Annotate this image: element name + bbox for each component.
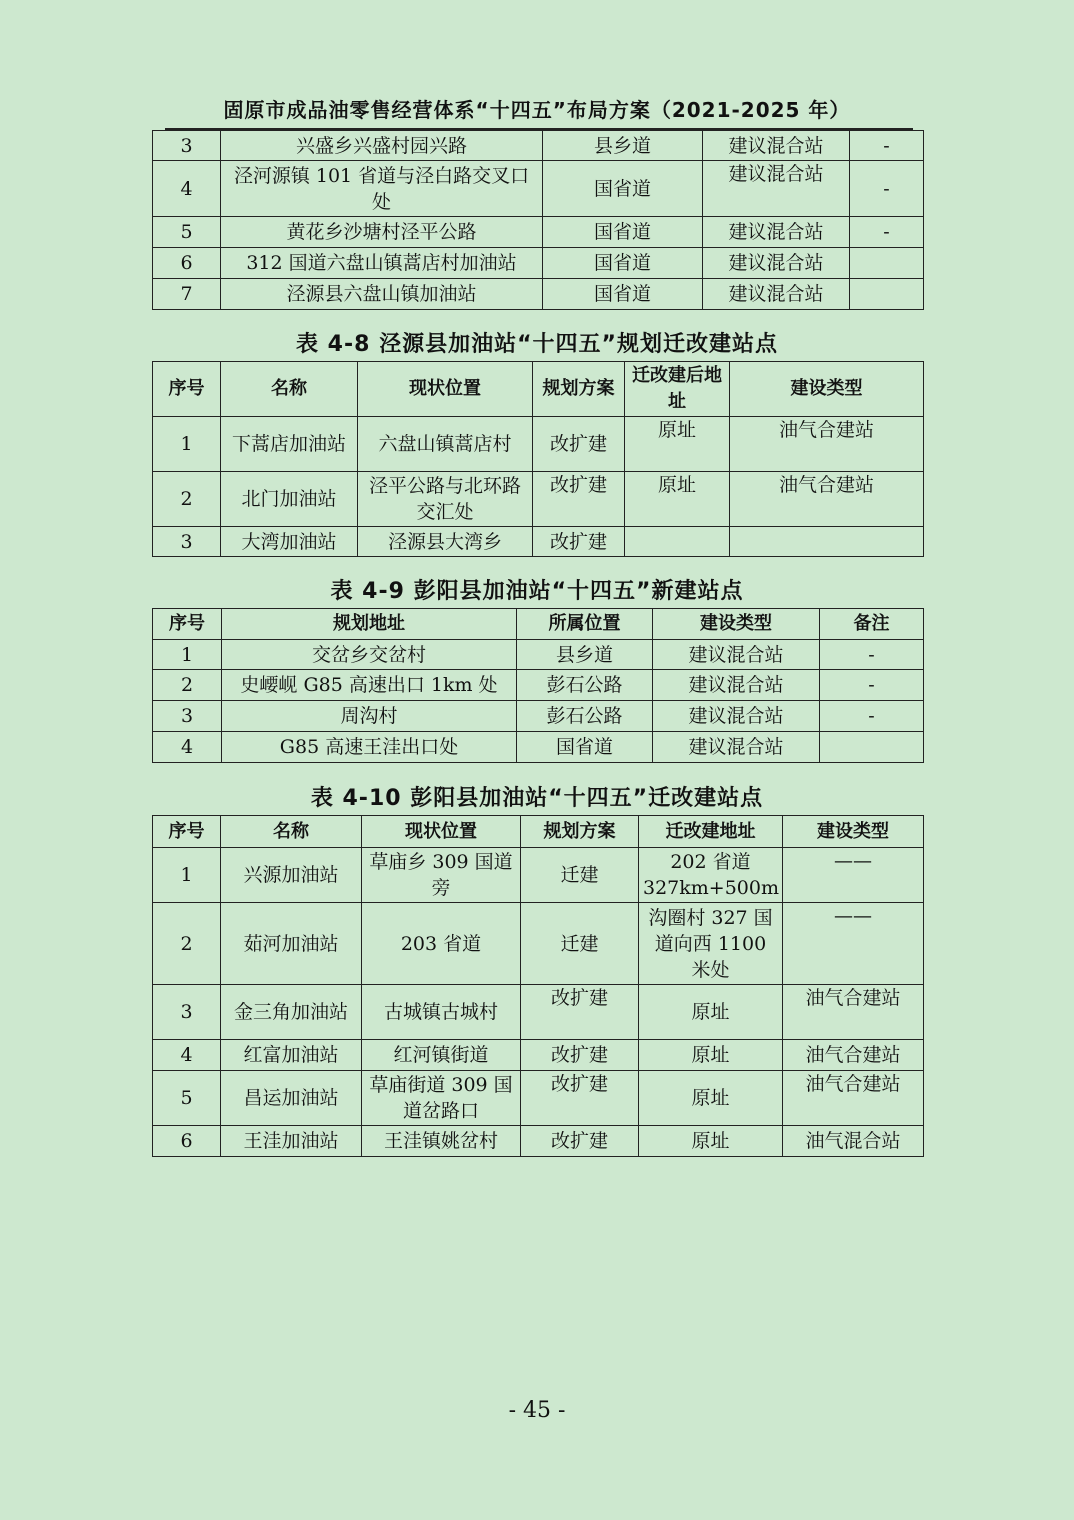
table-header-cell: 建设类型	[783, 816, 924, 848]
table-cell: 建议混合站	[703, 131, 850, 161]
table-cell: 3	[153, 985, 221, 1040]
table-cell: 3	[153, 527, 221, 557]
table-row	[153, 848, 924, 903]
table-cell: 6	[153, 1126, 221, 1157]
table-cell: 建议混合站	[703, 279, 850, 310]
table-cell: 4	[153, 1040, 221, 1071]
table-header-cell: 规划方案	[533, 362, 625, 417]
table-cell: 国省道	[543, 217, 703, 248]
table-header-cell: 建设类型	[730, 362, 924, 417]
page-header: 固原市成品油零售经营体系“十四五”布局方案（2021-2025 年）	[223, 98, 851, 122]
table-caption: 表 4-9 彭阳县加油站“十四五”新建站点	[330, 579, 744, 604]
table-header-cell: 序号	[153, 816, 221, 848]
table-cell: 国省道	[543, 279, 703, 310]
table-cell: -	[850, 131, 924, 161]
table-row	[153, 903, 924, 985]
table-cell: -	[820, 701, 924, 732]
table-caption: 表 4-10 彭阳县加油站“十四五”迁改建站点	[310, 786, 764, 811]
table-row	[153, 161, 924, 217]
table-header-cell: 建设类型	[653, 609, 820, 640]
table-row	[153, 527, 924, 557]
table-cell: 7	[153, 279, 221, 310]
table-cell: 建议混合站	[653, 701, 820, 732]
table-header-row	[153, 609, 924, 640]
page-number: - 45 -	[508, 1398, 566, 1423]
table-cell: 建议混合站	[703, 217, 850, 248]
table-cell: 油气合建站	[730, 472, 924, 527]
table-cell: 4	[153, 161, 221, 217]
table-4-10	[152, 815, 924, 1157]
table-cell: 4	[153, 732, 222, 763]
table-cell: 古城镇古城村	[362, 985, 521, 1040]
table-header-row	[153, 816, 924, 848]
table-cell: 国省道	[543, 161, 703, 217]
table-row	[153, 472, 924, 527]
table-cell: 3	[153, 131, 221, 161]
table-cell: 黄花乡沙塘村泾平公路	[221, 217, 543, 248]
table-header-cell: 现状位置	[358, 362, 533, 417]
table-cell: -	[850, 161, 924, 217]
table-row	[153, 701, 924, 732]
table-cell: 兴源加油站	[221, 848, 362, 903]
table-cell: 建议混合站	[653, 670, 820, 701]
table-header-cell: 名称	[221, 362, 358, 417]
table-cell: 1	[153, 640, 222, 670]
table-cell: 王洼加油站	[221, 1126, 362, 1157]
table-cell: 昌运加油站	[221, 1071, 362, 1126]
table-cell: 沟圈村 327 国道向西 1100 米处	[639, 903, 783, 985]
table-cell	[850, 248, 924, 279]
table-cell: ——	[783, 848, 924, 903]
table-cell: 油气混合站	[783, 1126, 924, 1157]
table-row	[153, 1040, 924, 1071]
table-cell: 改扩建	[533, 527, 625, 557]
table-cell: -	[820, 640, 924, 670]
table-cell: 原址	[639, 1040, 783, 1071]
table-header-cell: 备注	[820, 609, 924, 640]
table-cell: 202 省道 327km+500m	[639, 848, 783, 903]
table-row	[153, 131, 924, 161]
table-cell: 改扩建	[533, 472, 625, 527]
table-header-cell: 名称	[221, 816, 362, 848]
table-cell: 建议混合站	[653, 640, 820, 670]
table-cell: 油气合建站	[783, 985, 924, 1040]
table-cell: 史崾岘 G85 高速出口 1km 处	[222, 670, 517, 701]
table-cell: 王洼镇姚岔村	[362, 1126, 521, 1157]
table-cell: 油气合建站	[783, 1071, 924, 1126]
table-row	[153, 985, 924, 1040]
table-header-cell: 规划地址	[222, 609, 517, 640]
table-header-cell: 序号	[153, 609, 222, 640]
table-4-8	[152, 361, 924, 557]
table-cell: 下蒿店加油站	[221, 417, 358, 472]
table-row	[153, 670, 924, 701]
table-cell: 国省道	[517, 732, 653, 763]
table-cell: 原址	[625, 472, 730, 527]
table-header-cell: 所属位置	[517, 609, 653, 640]
table-row	[153, 248, 924, 279]
table-cell: 兴盛乡兴盛村园兴路	[221, 131, 543, 161]
table-row	[153, 217, 924, 248]
table-cell: 泾平公路与北环路交汇处	[358, 472, 533, 527]
table-cell: 迁建	[521, 848, 639, 903]
table-cell: 2	[153, 472, 221, 527]
table-cell: 6	[153, 248, 221, 279]
table-cell: 泾源县大湾乡	[358, 527, 533, 557]
table-cell: 203 省道	[362, 903, 521, 985]
table-header-cell: 规划方案	[521, 816, 639, 848]
table-cell	[820, 732, 924, 763]
table-cell: 迁建	[521, 903, 639, 985]
table-cell: 改扩建	[521, 1040, 639, 1071]
table-4-9	[152, 608, 924, 763]
table-cell: 六盘山镇蒿店村	[358, 417, 533, 472]
table-cell: 改扩建	[521, 1126, 639, 1157]
table-row	[153, 732, 924, 763]
table-cell: 油气合建站	[730, 417, 924, 472]
table-cell: 原址	[639, 1126, 783, 1157]
table-cell: 改扩建	[521, 1071, 639, 1126]
table-caption: 表 4-8 泾源县加油站“十四五”规划迁改建站点	[296, 332, 778, 357]
table-cell: 县乡道	[517, 640, 653, 670]
table-cell: 彭石公路	[517, 701, 653, 732]
table-row	[153, 1071, 924, 1126]
table-cell: 北门加油站	[221, 472, 358, 527]
table-cell: -	[850, 217, 924, 248]
table-row	[153, 1126, 924, 1157]
table-cell: 建议混合站	[703, 248, 850, 279]
table-cell: 交岔乡交岔村	[222, 640, 517, 670]
table-header-cell: 迁改建后地址	[625, 362, 730, 417]
table-cell: 茹河加油站	[221, 903, 362, 985]
table-header-row	[153, 362, 924, 417]
table-cell: 大湾加油站	[221, 527, 358, 557]
table-cell: 泾源县六盘山镇加油站	[221, 279, 543, 310]
table-cell: 红富加油站	[221, 1040, 362, 1071]
table-row	[153, 640, 924, 670]
table-cell: 红河镇街道	[362, 1040, 521, 1071]
table-cell: 原址	[639, 1071, 783, 1126]
table-cell: 2	[153, 903, 221, 985]
table-cell: 彭石公路	[517, 670, 653, 701]
table-cell	[730, 527, 924, 557]
table-header-cell: 迁改建地址	[639, 816, 783, 848]
table-header-cell: 现状位置	[362, 816, 521, 848]
table-cell: 改扩建	[521, 985, 639, 1040]
table-cell: 5	[153, 217, 221, 248]
table-cell: G85 高速王洼出口处	[222, 732, 517, 763]
table-cell: 建议混合站	[653, 732, 820, 763]
table-cell: 3	[153, 701, 222, 732]
table-cell: -	[820, 670, 924, 701]
table-cell: 金三角加油站	[221, 985, 362, 1040]
table-cell: 原址	[639, 985, 783, 1040]
table-continued	[152, 130, 924, 310]
table-cell: 县乡道	[543, 131, 703, 161]
table-cell: 泾河源镇 101 省道与泾白路交叉口处	[221, 161, 543, 217]
table-cell: 改扩建	[533, 417, 625, 472]
table-cell: 5	[153, 1071, 221, 1126]
table-cell: 2	[153, 670, 222, 701]
table-cell: 国省道	[543, 248, 703, 279]
table-cell: ——	[783, 903, 924, 985]
table-header-cell: 序号	[153, 362, 221, 417]
table-cell: 1	[153, 417, 221, 472]
table-cell	[625, 527, 730, 557]
table-cell: 油气合建站	[783, 1040, 924, 1071]
table-cell: 原址	[625, 417, 730, 472]
table-cell: 312 国道六盘山镇蒿店村加油站	[221, 248, 543, 279]
table-cell: 周沟村	[222, 701, 517, 732]
table-row	[153, 417, 924, 472]
table-cell	[850, 279, 924, 310]
table-row	[153, 279, 924, 310]
table-cell: 草庙乡 309 国道旁	[362, 848, 521, 903]
table-cell: 草庙街道 309 国道岔路口	[362, 1071, 521, 1126]
table-cell: 建议混合站	[703, 161, 850, 217]
table-cell: 1	[153, 848, 221, 903]
